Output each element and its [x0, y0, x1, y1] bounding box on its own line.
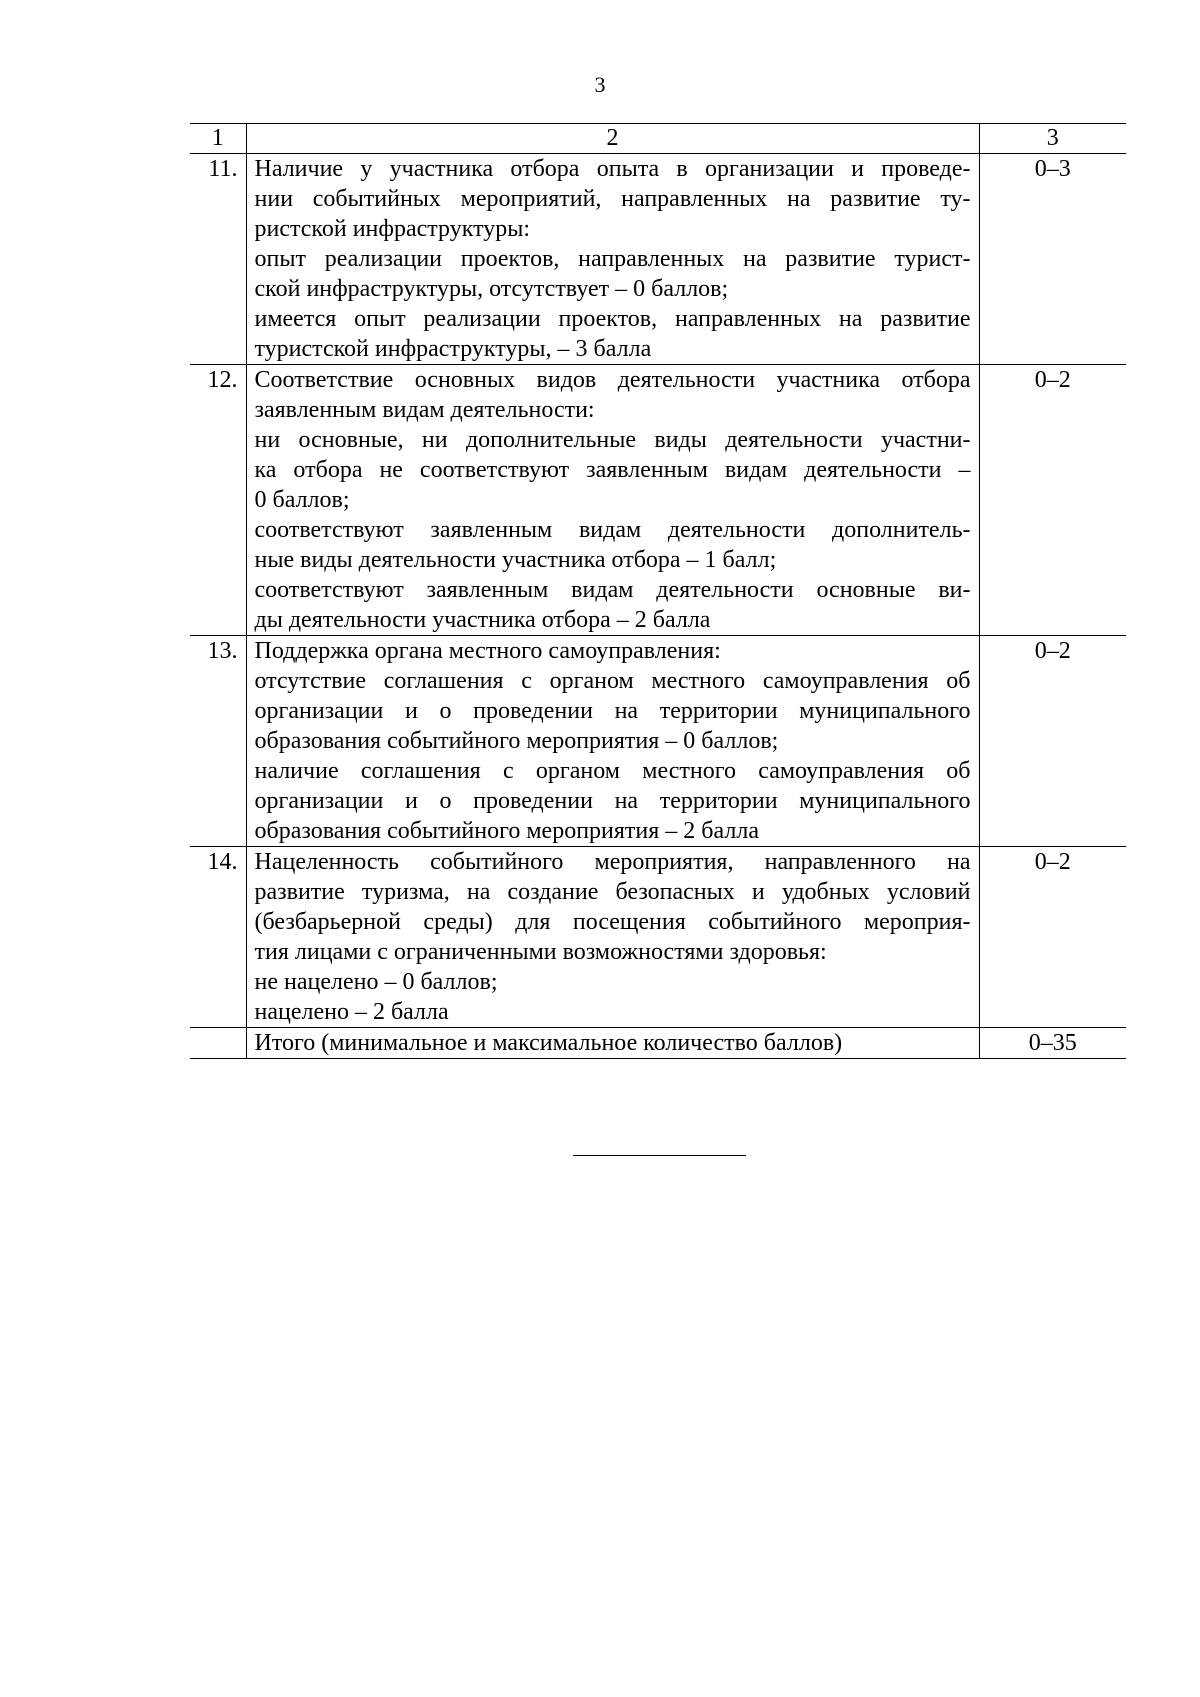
- criterion-line: тия лицами с ограниченными возможностями здоровья:: [254, 939, 827, 965]
- table-row: [190, 847, 1126, 1028]
- table-total-row: [190, 1028, 1126, 1059]
- row-criterion: [246, 154, 979, 365]
- row-number: 13.: [190, 636, 246, 847]
- end-of-document-rule: [573, 1155, 746, 1156]
- criterion-line: опыт реализации проектов, направленных на развитие турист-: [254, 246, 971, 272]
- criterion-line: ные виды деятельности участника отбора – 1 балл;: [254, 547, 777, 573]
- header-cell-score: 3: [979, 124, 1126, 154]
- row-score: 0–2: [979, 636, 1126, 847]
- criterion-line: организации и о проведении на территории муниципального: [254, 698, 971, 724]
- row-number: 11.: [190, 154, 246, 365]
- criterion-line: образования событийного мероприятия – 0 баллов;: [254, 728, 779, 754]
- header-cell-number: 1: [190, 124, 246, 154]
- criterion-line: нии событийных мероприятий, направленных на развитие ту-: [254, 186, 971, 212]
- page-number: 3: [594, 72, 606, 97]
- row-score: 0–2: [979, 365, 1126, 636]
- criterion-line: имеется опыт реализации проектов, направленных на развитие: [254, 306, 971, 332]
- criterion-line: ка отбора не соответствуют заявленным видам деятельности –: [254, 457, 971, 483]
- criterion-line: отсутствие соглашения с органом местного самоуправления об: [254, 668, 971, 694]
- criterion-line: (безбарьерной среды) для посещения событийного мероприя-: [254, 909, 971, 935]
- table-header-row: [190, 124, 1126, 154]
- total-number: [190, 1028, 246, 1059]
- criterion-line: Нацеленность событийного мероприятия, направленного на: [254, 849, 971, 875]
- row-criterion: [246, 636, 979, 847]
- criterion-line: организации и о проведении на территории муниципального: [254, 788, 971, 814]
- table-row: [190, 154, 1126, 365]
- criteria-table: [190, 123, 1126, 1059]
- criterion-line: соответствуют заявленным видам деятельности основные ви-: [254, 577, 971, 603]
- criterion-line: заявленным видам деятельности:: [254, 397, 595, 423]
- criterion-line: ды деятельности участника отбора – 2 балла: [254, 607, 711, 633]
- criterion-line: нацелено – 2 балла: [254, 999, 449, 1025]
- criterion-line: не нацелено – 0 баллов;: [254, 969, 498, 995]
- criterion-line: Соответствие основных видов деятельности участника отбора: [254, 367, 971, 393]
- criterion-line: развитие туризма, на создание безопасных и удобных условий: [254, 879, 971, 905]
- row-criterion: [246, 847, 979, 1028]
- criterion-line: наличие соглашения с органом местного самоуправления об: [254, 758, 971, 784]
- criterion-line: образования событийного мероприятия – 2 балла: [254, 818, 759, 844]
- criterion-line: 0 баллов;: [254, 487, 350, 513]
- row-number: 14.: [190, 847, 246, 1028]
- table-row: [190, 365, 1126, 636]
- header-cell-criterion: 2: [246, 124, 979, 154]
- criterion-line: ни основные, ни дополнительные виды деятельности участни-: [254, 427, 971, 453]
- criterion-line: Наличие у участника отбора опыта в организации и проведе-: [254, 156, 971, 182]
- criterion-line: ристской инфраструктуры:: [254, 216, 531, 242]
- row-score: 0–3: [979, 154, 1126, 365]
- criterion-line: Поддержка органа местного самоуправления:: [254, 638, 721, 664]
- criterion-line: ской инфраструктуры, отсутствует – 0 баллов;: [254, 276, 729, 302]
- criterion-line: соответствуют заявленным видам деятельности дополнитель-: [254, 517, 971, 543]
- total-score: 0–35: [979, 1028, 1126, 1059]
- total-label: Итого (минимальное и максимальное количество баллов): [246, 1028, 979, 1059]
- row-score: 0–2: [979, 847, 1126, 1028]
- row-number: 12.: [190, 365, 246, 636]
- row-criterion: [246, 365, 979, 636]
- criterion-line: туристской инфраструктуры, – 3 балла: [254, 336, 652, 362]
- table-row: [190, 636, 1126, 847]
